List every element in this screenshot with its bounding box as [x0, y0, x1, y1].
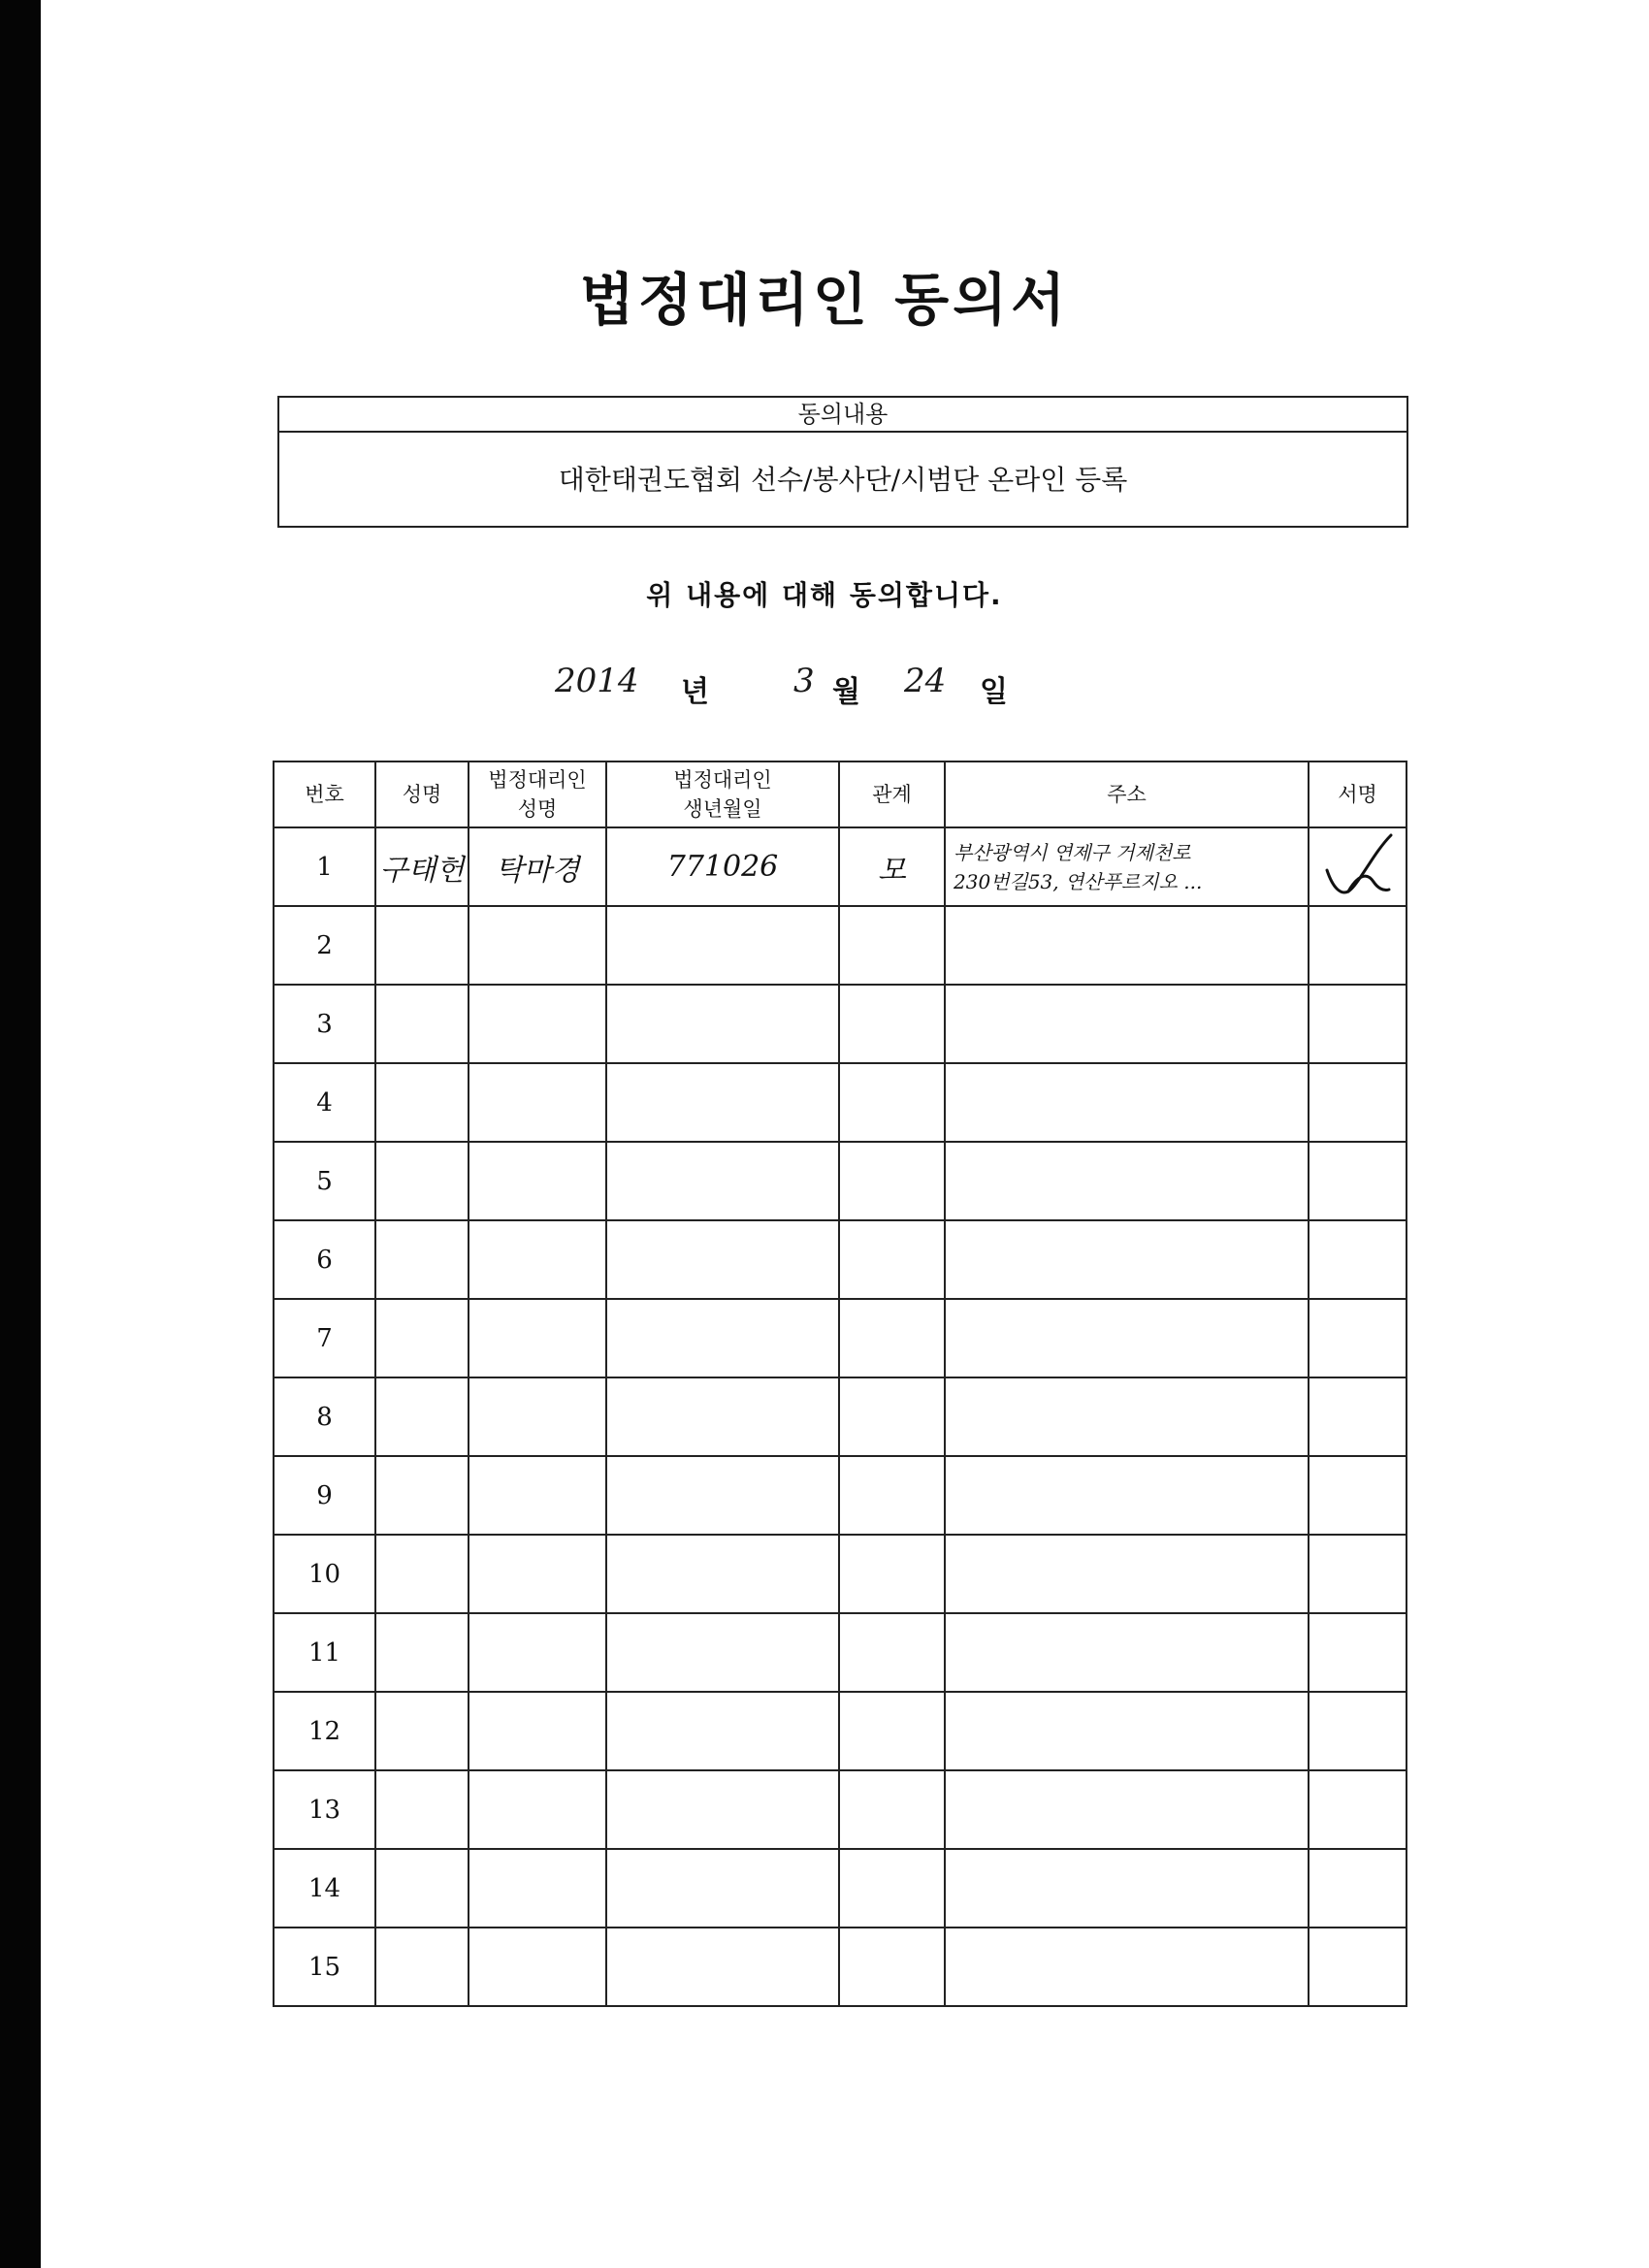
row-guardian-birth: [606, 1063, 839, 1142]
row-guardian-birth: [606, 1849, 839, 1928]
row-address: [945, 827, 1309, 906]
row-name: [375, 1849, 469, 1928]
row-signature: [1309, 1377, 1406, 1456]
date-day-label: 일: [980, 675, 1008, 709]
row-guardian-name: [469, 1692, 606, 1770]
row-guardian-name: [469, 1613, 606, 1692]
row-relation: [839, 1220, 945, 1299]
row-address-line2: 230번길53, 연산푸르지오 ...: [954, 869, 1203, 893]
row-address: [945, 1063, 1309, 1142]
header-signature: 서명: [1309, 761, 1406, 827]
row-guardian-name: [469, 1849, 606, 1928]
row-address: [945, 1928, 1309, 2006]
guardian-register-table: [273, 761, 1407, 2007]
table-row: [274, 906, 1406, 985]
row-guardian-birth: [606, 1220, 839, 1299]
date-year-label: 년: [681, 675, 709, 709]
row-name: [375, 906, 469, 985]
row-name: [375, 1220, 469, 1299]
row-no: 13: [274, 1770, 375, 1849]
row-no: 3: [274, 985, 375, 1063]
row-name: [375, 1535, 469, 1613]
date-month-value: 3: [793, 662, 815, 700]
row-guardian-name: [469, 985, 606, 1063]
row-relation: [839, 1613, 945, 1692]
row-guardian-birth: [606, 1299, 839, 1377]
row-no: 15: [274, 1928, 375, 2006]
row-relation: [839, 906, 945, 985]
row-guardian-name: [469, 1928, 606, 2006]
row-guardian-birth: [606, 1142, 839, 1220]
row-guardian-name: [469, 906, 606, 985]
header-name: 성명: [375, 761, 469, 827]
row-address: [945, 1142, 1309, 1220]
row-no: 1: [274, 827, 375, 906]
row-guardian-birth: [606, 1535, 839, 1613]
consent-box-header: 동의내용: [279, 398, 1406, 433]
row-guardian-birth: [606, 1377, 839, 1456]
row-name: [375, 1063, 469, 1142]
row-guardian-birth: [606, 1770, 839, 1849]
row-address: [945, 985, 1309, 1063]
date-year-value: 2014: [555, 662, 639, 700]
table-row: [274, 1692, 1406, 1770]
row-guardian-birth: [606, 1692, 839, 1770]
row-signature: [1309, 1849, 1406, 1928]
row-no: 9: [274, 1456, 375, 1535]
row-signature: [1309, 827, 1406, 906]
row-no: 11: [274, 1613, 375, 1692]
row-address: [945, 1220, 1309, 1299]
header-guardian-birth-line1: 법정대리인: [673, 768, 772, 792]
row-name: [375, 985, 469, 1063]
consent-content-box: [277, 396, 1408, 528]
document-title: 법정대리인 동의서: [579, 267, 1070, 333]
row-no: 6: [274, 1220, 375, 1299]
row-signature: [1309, 906, 1406, 985]
scan-edge: [0, 0, 41, 2268]
row-guardian-name: 탁마경: [469, 827, 606, 906]
row-no: 7: [274, 1299, 375, 1377]
row-name: [375, 1692, 469, 1770]
date-line: [0, 660, 1649, 708]
table-row: [274, 1849, 1406, 1928]
row-signature: [1309, 1692, 1406, 1770]
row-guardian-birth: [606, 1613, 839, 1692]
row-name: [375, 1770, 469, 1849]
row-no: 14: [274, 1849, 375, 1928]
row-signature: [1309, 1456, 1406, 1535]
row-relation: [839, 1063, 945, 1142]
row-guardian-name: [469, 1377, 606, 1456]
row-address: [945, 1535, 1309, 1613]
header-guardian-name-line1: 법정대리인: [488, 768, 587, 792]
row-guardian-name: [469, 1770, 606, 1849]
table-header-row: [274, 761, 1406, 827]
row-address: [945, 906, 1309, 985]
row-address: [945, 1377, 1309, 1456]
header-guardian-name-line2: 성명: [517, 797, 558, 821]
row-guardian-birth: [606, 906, 839, 985]
row-relation: [839, 1692, 945, 1770]
row-address: [945, 1613, 1309, 1692]
table-row: [274, 1142, 1406, 1220]
row-address: [945, 1456, 1309, 1535]
table-row: [274, 1220, 1406, 1299]
row-relation: [839, 985, 945, 1063]
table-row: [274, 1456, 1406, 1535]
row-address: [945, 1770, 1309, 1849]
row-guardian-name: [469, 1220, 606, 1299]
header-guardian-birth-line2: 생년월일: [683, 797, 762, 821]
row-guardian-birth: [606, 1928, 839, 2006]
row-relation: [839, 1849, 945, 1928]
row-guardian-name: [469, 1142, 606, 1220]
row-no: 8: [274, 1377, 375, 1456]
agree-statement: 위 내용에 대해 동의합니다.: [646, 579, 1003, 611]
row-signature: [1309, 1770, 1406, 1849]
row-signature: [1309, 1063, 1406, 1142]
table-row: [274, 1535, 1406, 1613]
row-name: [375, 1299, 469, 1377]
row-signature: [1309, 985, 1406, 1063]
row-signature: [1309, 1535, 1406, 1613]
row-signature: [1309, 1299, 1406, 1377]
row-relation: [839, 1299, 945, 1377]
row-relation: [839, 1928, 945, 2006]
row-address: [945, 1849, 1309, 1928]
table-row: [274, 1299, 1406, 1377]
row-address: [945, 1692, 1309, 1770]
table-row: [274, 1377, 1406, 1456]
row-name: [375, 1377, 469, 1456]
row-no: 12: [274, 1692, 375, 1770]
row-address-line1: 부산광역시 연제구 거제천로: [954, 840, 1191, 864]
header-guardian-birth: [606, 761, 839, 827]
header-address: 주소: [945, 761, 1309, 827]
date-month-label: 월: [832, 675, 860, 709]
row-name: [375, 1142, 469, 1220]
table-row: [274, 985, 1406, 1063]
row-signature: [1309, 1613, 1406, 1692]
row-guardian-name: [469, 1299, 606, 1377]
row-relation: [839, 1535, 945, 1613]
row-relation: 모: [839, 827, 945, 906]
handwritten-signature-mark: [1319, 831, 1397, 903]
row-relation: [839, 1377, 945, 1456]
row-guardian-name: [469, 1063, 606, 1142]
row-name: [375, 1613, 469, 1692]
table-row: [274, 1613, 1406, 1692]
row-relation: [839, 1456, 945, 1535]
row-signature: [1309, 1928, 1406, 2006]
row-no: 5: [274, 1142, 375, 1220]
row-no: 10: [274, 1535, 375, 1613]
row-signature: [1309, 1220, 1406, 1299]
row-address: [945, 1299, 1309, 1377]
row-name: 구태헌: [375, 827, 469, 906]
row-relation: [839, 1770, 945, 1849]
header-no: 번호: [274, 761, 375, 827]
table-row: [274, 1770, 1406, 1849]
row-name: [375, 1456, 469, 1535]
row-no: 4: [274, 1063, 375, 1142]
table-row: [274, 827, 1406, 906]
row-signature: [1309, 1142, 1406, 1220]
row-name: [375, 1928, 469, 2006]
table-row: [274, 1063, 1406, 1142]
row-guardian-name: [469, 1535, 606, 1613]
row-guardian-birth: 771026: [606, 827, 839, 906]
header-guardian-name: [469, 761, 606, 827]
consent-box-content: 대한태권도협회 선수/봉사단/시범단 온라인 등록: [558, 464, 1128, 496]
row-guardian-birth: [606, 985, 839, 1063]
row-guardian-name: [469, 1456, 606, 1535]
row-guardian-birth: [606, 1456, 839, 1535]
header-relation: 관계: [839, 761, 945, 827]
row-relation: [839, 1142, 945, 1220]
row-no: 2: [274, 906, 375, 985]
date-day-value: 24: [904, 662, 947, 700]
table-row: [274, 1928, 1406, 2006]
